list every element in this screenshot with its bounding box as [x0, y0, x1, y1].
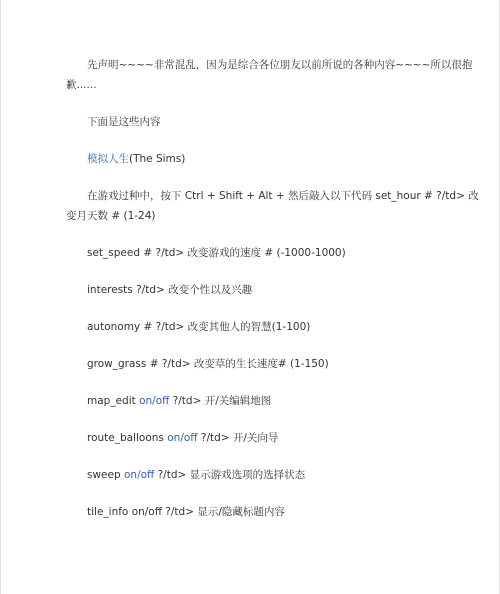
paragraph-disclaimer-line2: 歉...... — [66, 79, 97, 91]
code-route-balloons-toggle-link[interactable]: on/off — [167, 432, 198, 444]
code-route-balloons-name: route_balloons — [87, 432, 168, 444]
code-tile-info: tile_info on/off ?/td> 显示/隐藏标题内容 — [87, 506, 285, 518]
paragraph-game-title — [87, 149, 185, 169]
code-map-edit-toggle-link[interactable]: on/off — [139, 395, 170, 407]
code-map-edit-name: map_edit — [87, 395, 140, 407]
code-map-edit — [87, 391, 271, 411]
code-sweep — [87, 465, 305, 485]
code-grow-grass: grow_grass # ?/td> 改变草的生长速度# (1-150) — [87, 358, 329, 370]
paragraph-intro: 下面是这些内容 — [87, 116, 161, 128]
code-autonomy: autonomy # ?/td> 改变其他人的智慧(1-100) — [87, 321, 311, 333]
game-title-link[interactable]: 模拟人生 — [87, 153, 129, 165]
code-route-balloons — [87, 428, 278, 448]
code-route-balloons-desc: ?/td> 开/关向导 — [197, 432, 279, 444]
paragraph-instructions-line2: 变月天数 # (1-24) — [66, 210, 156, 222]
paragraph-disclaimer-line1: 先声明~~~~非常混乱，因为是综合各位朋友以前所说的各种内容~~~~所以很抱 — [87, 59, 473, 71]
paragraph-instructions-line1: 在游戏过种中，按下 Ctrl + Shift + Alt + 然后敲入以下代码 set_hour # ?/td> 改 — [87, 190, 479, 202]
code-sweep-name: sweep — [87, 469, 124, 481]
game-title-english: (The Sims) — [129, 153, 186, 165]
code-map-edit-desc: ?/td> 开/关编辑地图 — [169, 395, 272, 407]
code-sweep-desc: ?/td> 显示游戏选项的选择状态 — [154, 469, 306, 481]
code-interests: interests ?/td> 改变个性以及兴趣 — [87, 284, 253, 296]
code-sweep-toggle-link[interactable]: on/off — [123, 469, 155, 481]
code-set-speed: set_speed # ?/td> 改变游戏的速度 # (-1000-1000) — [87, 247, 346, 259]
